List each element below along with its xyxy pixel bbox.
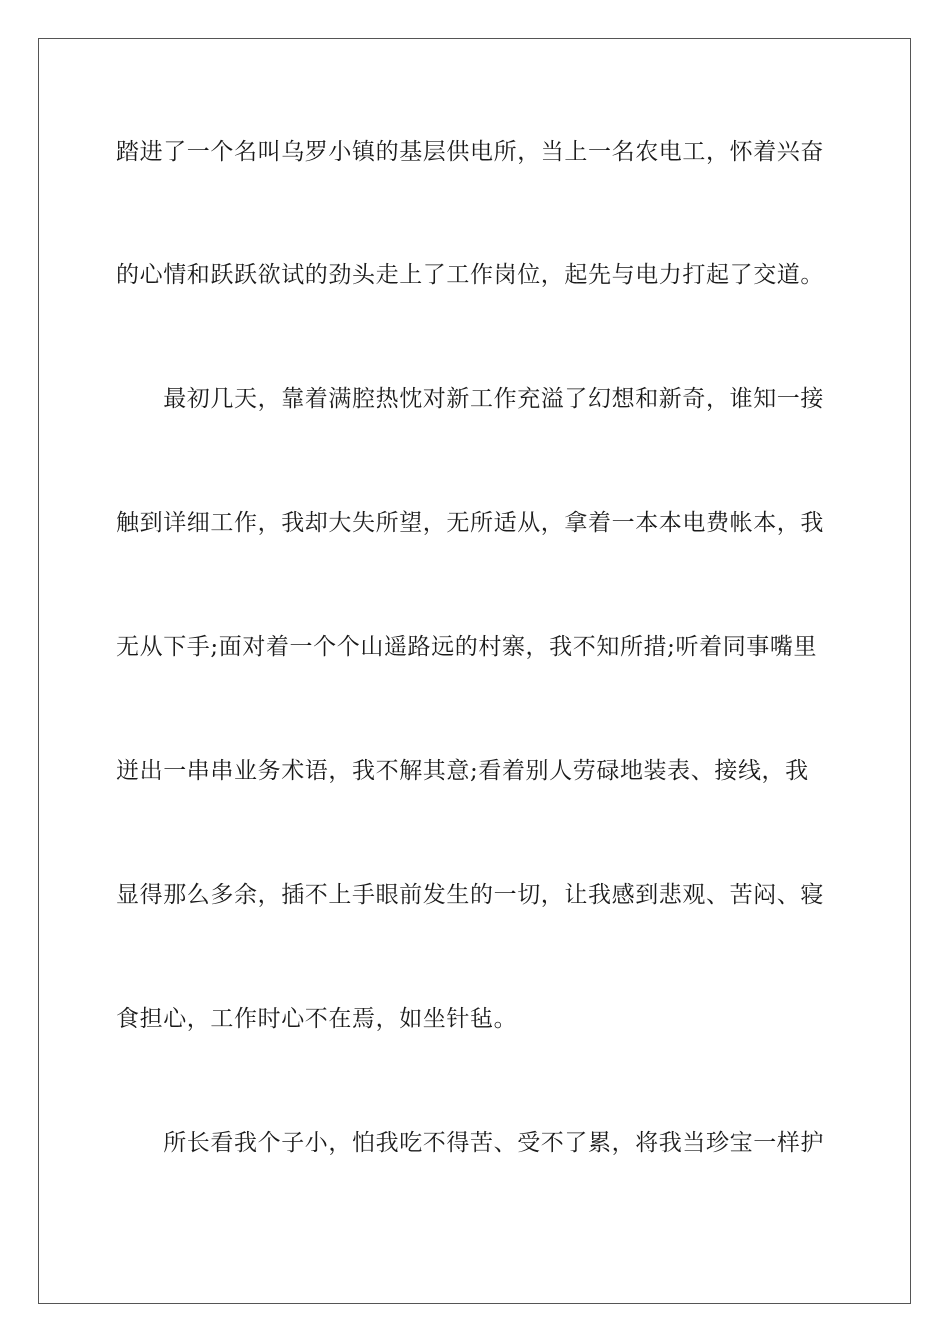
text-line: 的心情和跃跃欲试的劲头走上了工作岗位，起先与电力打起了交道。 <box>116 262 824 288</box>
text-line: 无从下手;面对着一个个山遥路远的村寨，我不知所措;听着同事嘴里 <box>116 634 818 660</box>
text-line: 显得那么多余，插不上手眼前发生的一切，让我感到悲观、苦闷、寝 <box>116 882 824 908</box>
page-border <box>38 38 911 1304</box>
text-line: 最初几天，靠着满腔热忱对新工作充溢了幻想和新奇，谁知一接 <box>116 386 824 412</box>
text-line: 所长看我个子小，怕我吃不得苦、受不了累，将我当珍宝一样护 <box>116 1130 824 1156</box>
text-line: 踏进了一个名叫乌罗小镇的基层供电所，当上一名农电工，怀着兴奋 <box>116 139 824 165</box>
text-line: 迸出一串串业务术语，我不解其意;看着别人劳碌地装表、接线，我 <box>116 758 809 784</box>
text-line: 食担心，工作时心不在焉，如坐针毡。 <box>116 1006 518 1032</box>
text-line: 触到详细工作，我却大失所望，无所适从，拿着一本本电费帐本，我 <box>116 510 824 536</box>
